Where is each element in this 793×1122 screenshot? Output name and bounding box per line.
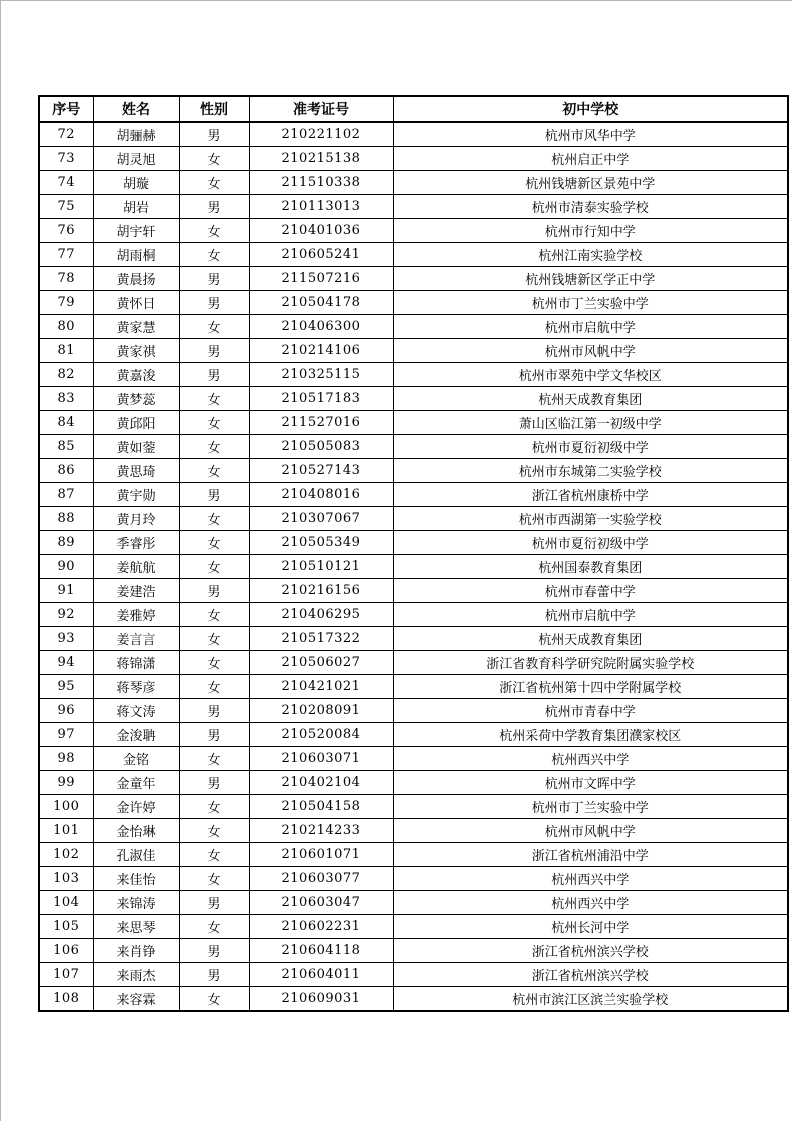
name-cell: 来容霖 [93,987,179,1012]
serial-number-cell: 96 [39,699,93,723]
gender-cell: 女 [179,243,249,267]
name-cell: 金铭 [93,747,179,771]
school-cell: 杭州天成教育集团 [393,627,788,651]
name-cell: 胡岩 [93,195,179,219]
table-row [39,363,788,387]
table-row [39,459,788,483]
gender-cell: 女 [179,795,249,819]
table-row [39,195,788,219]
exam-id-cell: 210216156 [249,579,393,603]
table-row [39,507,788,531]
table-row [39,555,788,579]
name-cell: 金童年 [93,771,179,795]
exam-id-cell: 210215138 [249,147,393,171]
exam-id-cell: 210603077 [249,867,393,891]
serial-number-cell: 84 [39,411,93,435]
serial-number-cell: 73 [39,147,93,171]
exam-id-cell: 210214106 [249,339,393,363]
table-row [39,483,788,507]
serial-number-cell: 100 [39,795,93,819]
name-cell: 蒋锦潇 [93,651,179,675]
exam-id-cell: 210214233 [249,819,393,843]
exam-id-cell: 210221102 [249,122,393,147]
serial-number-cell: 92 [39,603,93,627]
table-row [39,939,788,963]
serial-number-cell: 97 [39,723,93,747]
serial-number-cell: 91 [39,579,93,603]
name-cell: 黄宇勋 [93,483,179,507]
school-cell: 杭州市风帆中学 [393,339,788,363]
gender-cell: 女 [179,843,249,867]
name-cell: 黄晨扬 [93,267,179,291]
gender-cell: 男 [179,122,249,147]
header-gender: 性别 [179,96,249,122]
gender-cell: 女 [179,411,249,435]
exam-id-cell: 210602231 [249,915,393,939]
name-cell: 黄邱阳 [93,411,179,435]
school-cell: 杭州市夏衍初级中学 [393,531,788,555]
exam-id-cell: 210504178 [249,291,393,315]
gender-cell: 女 [179,147,249,171]
table-row [39,651,788,675]
exam-id-cell: 210406300 [249,315,393,339]
table-row [39,243,788,267]
exam-id-cell: 210401036 [249,219,393,243]
gender-cell: 男 [179,891,249,915]
serial-number-cell: 76 [39,219,93,243]
header-exam-id: 准考证号 [249,96,393,122]
serial-number-cell: 102 [39,843,93,867]
name-cell: 蒋文涛 [93,699,179,723]
table-row [39,219,788,243]
exam-id-cell: 210603071 [249,747,393,771]
serial-number-cell: 79 [39,291,93,315]
table-row [39,411,788,435]
school-cell: 杭州市西湖第一实验学校 [393,507,788,531]
header-serial-number: 序号 [39,96,93,122]
school-cell: 杭州市风华中学 [393,122,788,147]
table-row [39,843,788,867]
name-cell: 季睿彤 [93,531,179,555]
school-cell: 浙江省教育科学研究院附属实验学校 [393,651,788,675]
serial-number-cell: 72 [39,122,93,147]
gender-cell: 女 [179,915,249,939]
name-cell: 胡骊赫 [93,122,179,147]
name-cell: 金怡琳 [93,819,179,843]
serial-number-cell: 78 [39,267,93,291]
table-row [39,435,788,459]
table-row [39,987,788,1012]
school-cell: 杭州国泰教育集团 [393,555,788,579]
serial-number-cell: 98 [39,747,93,771]
school-cell: 杭州长河中学 [393,915,788,939]
student-roster-table [38,95,789,1012]
name-cell: 黄思琦 [93,459,179,483]
name-cell: 胡璇 [93,171,179,195]
table-row [39,147,788,171]
exam-id-cell: 210505349 [249,531,393,555]
gender-cell: 男 [179,339,249,363]
table-row [39,122,788,147]
school-cell: 浙江省杭州康桥中学 [393,483,788,507]
exam-id-cell: 210510121 [249,555,393,579]
school-cell: 杭州钱塘新区学正中学 [393,267,788,291]
serial-number-cell: 99 [39,771,93,795]
table-row [39,699,788,723]
serial-number-cell: 103 [39,867,93,891]
table-row [39,747,788,771]
table-row [39,795,788,819]
school-cell: 杭州采荷中学教育集团濮家校区 [393,723,788,747]
serial-number-cell: 83 [39,387,93,411]
gender-cell: 女 [179,219,249,243]
serial-number-cell: 104 [39,891,93,915]
school-cell: 杭州市启航中学 [393,315,788,339]
gender-cell: 女 [179,435,249,459]
school-cell: 杭州市丁兰实验中学 [393,291,788,315]
table-row [39,915,788,939]
gender-cell: 男 [179,267,249,291]
name-cell: 黄梦蕊 [93,387,179,411]
gender-cell: 男 [179,483,249,507]
school-cell: 浙江省杭州第十四中学附属学校 [393,675,788,699]
gender-cell: 男 [179,363,249,387]
serial-number-cell: 105 [39,915,93,939]
serial-number-cell: 87 [39,483,93,507]
table-row [39,891,788,915]
school-cell: 杭州西兴中学 [393,747,788,771]
exam-id-cell: 210517183 [249,387,393,411]
name-cell: 姜航航 [93,555,179,579]
name-cell: 姜言言 [93,627,179,651]
serial-number-cell: 94 [39,651,93,675]
gender-cell: 女 [179,627,249,651]
school-cell: 杭州市滨江区滨兰实验学校 [393,987,788,1012]
school-cell: 杭州西兴中学 [393,891,788,915]
exam-id-cell: 210113013 [249,195,393,219]
gender-cell: 女 [179,651,249,675]
name-cell: 来思琴 [93,915,179,939]
school-cell: 杭州市东城第二实验学校 [393,459,788,483]
name-cell: 孔淑佳 [93,843,179,867]
table-row [39,603,788,627]
school-cell: 杭州市青春中学 [393,699,788,723]
serial-number-cell: 106 [39,939,93,963]
serial-number-cell: 88 [39,507,93,531]
school-cell: 杭州西兴中学 [393,867,788,891]
gender-cell: 女 [179,867,249,891]
school-cell: 杭州钱塘新区景苑中学 [393,171,788,195]
name-cell: 姜雅婷 [93,603,179,627]
exam-id-cell: 210520084 [249,723,393,747]
table-row [39,819,788,843]
serial-number-cell: 108 [39,987,93,1012]
name-cell: 黄家慧 [93,315,179,339]
name-cell: 来锦涛 [93,891,179,915]
serial-number-cell: 93 [39,627,93,651]
serial-number-cell: 89 [39,531,93,555]
gender-cell: 女 [179,507,249,531]
exam-id-cell: 210325115 [249,363,393,387]
school-cell: 杭州启正中学 [393,147,788,171]
gender-cell: 女 [179,531,249,555]
exam-id-cell: 210527143 [249,459,393,483]
name-cell: 来雨杰 [93,963,179,987]
table-row [39,291,788,315]
school-cell: 杭州市行知中学 [393,219,788,243]
exam-id-cell: 210517322 [249,627,393,651]
serial-number-cell: 75 [39,195,93,219]
table-row [39,675,788,699]
name-cell: 胡雨桐 [93,243,179,267]
table-row [39,723,788,747]
gender-cell: 女 [179,315,249,339]
school-cell: 杭州市春蕾中学 [393,579,788,603]
header-junior-school: 初中学校 [393,96,788,122]
table-row [39,771,788,795]
school-cell: 杭州市启航中学 [393,603,788,627]
school-cell: 杭州天成教育集团 [393,387,788,411]
exam-id-cell: 210604118 [249,939,393,963]
serial-number-cell: 90 [39,555,93,579]
header-row [39,96,788,122]
exam-id-cell: 211507216 [249,267,393,291]
name-cell: 金浚聃 [93,723,179,747]
table-row [39,963,788,987]
gender-cell: 女 [179,171,249,195]
serial-number-cell: 85 [39,435,93,459]
table-body [39,122,788,1011]
school-cell: 杭州市清泰实验学校 [393,195,788,219]
table-row [39,531,788,555]
exam-id-cell: 210504158 [249,795,393,819]
school-cell: 杭州市文晖中学 [393,771,788,795]
table-row [39,315,788,339]
table-row [39,171,788,195]
name-cell: 蒋琴彦 [93,675,179,699]
serial-number-cell: 74 [39,171,93,195]
exam-id-cell: 210421021 [249,675,393,699]
gender-cell: 男 [179,771,249,795]
header-name: 姓名 [93,96,179,122]
gender-cell: 男 [179,699,249,723]
exam-id-cell: 210603047 [249,891,393,915]
gender-cell: 女 [179,819,249,843]
gender-cell: 男 [179,939,249,963]
school-cell: 浙江省杭州滨兴学校 [393,939,788,963]
exam-id-cell: 210506027 [249,651,393,675]
name-cell: 来肖铮 [93,939,179,963]
gender-cell: 女 [179,459,249,483]
gender-cell: 男 [179,963,249,987]
exam-id-cell: 210604011 [249,963,393,987]
exam-id-cell: 210406295 [249,603,393,627]
gender-cell: 女 [179,387,249,411]
school-cell: 浙江省杭州浦沿中学 [393,843,788,867]
serial-number-cell: 107 [39,963,93,987]
exam-id-cell: 211510338 [249,171,393,195]
exam-id-cell: 210601071 [249,843,393,867]
school-cell: 杭州市丁兰实验中学 [393,795,788,819]
name-cell: 黄如蓥 [93,435,179,459]
table-row [39,867,788,891]
table-row [39,267,788,291]
gender-cell: 女 [179,555,249,579]
serial-number-cell: 82 [39,363,93,387]
exam-id-cell: 210307067 [249,507,393,531]
name-cell: 胡宇轩 [93,219,179,243]
serial-number-cell: 81 [39,339,93,363]
exam-id-cell: 210208091 [249,699,393,723]
serial-number-cell: 80 [39,315,93,339]
name-cell: 黄嘉浚 [93,363,179,387]
gender-cell: 男 [179,291,249,315]
exam-id-cell: 210609031 [249,987,393,1012]
table-row [39,627,788,651]
table-row [39,579,788,603]
gender-cell: 男 [179,723,249,747]
serial-number-cell: 86 [39,459,93,483]
school-cell: 杭州市风帆中学 [393,819,788,843]
gender-cell: 女 [179,675,249,699]
gender-cell: 女 [179,747,249,771]
school-cell: 杭州市夏衍初级中学 [393,435,788,459]
name-cell: 胡灵旭 [93,147,179,171]
name-cell: 黄月玲 [93,507,179,531]
exam-id-cell: 210402104 [249,771,393,795]
name-cell: 姜建浩 [93,579,179,603]
gender-cell: 女 [179,987,249,1012]
school-cell: 萧山区临江第一初级中学 [393,411,788,435]
school-cell: 杭州江南实验学校 [393,243,788,267]
exam-id-cell: 211527016 [249,411,393,435]
table-row [39,339,788,363]
school-cell: 杭州市翠苑中学文华校区 [393,363,788,387]
school-cell: 浙江省杭州滨兴学校 [393,963,788,987]
serial-number-cell: 101 [39,819,93,843]
gender-cell: 女 [179,603,249,627]
serial-number-cell: 95 [39,675,93,699]
exam-id-cell: 210408016 [249,483,393,507]
gender-cell: 男 [179,195,249,219]
name-cell: 黄家祺 [93,339,179,363]
exam-id-cell: 210605241 [249,243,393,267]
serial-number-cell: 77 [39,243,93,267]
name-cell: 来佳怡 [93,867,179,891]
gender-cell: 男 [179,579,249,603]
table-row [39,387,788,411]
exam-id-cell: 210505083 [249,435,393,459]
name-cell: 黄怀日 [93,291,179,315]
name-cell: 金许婷 [93,795,179,819]
